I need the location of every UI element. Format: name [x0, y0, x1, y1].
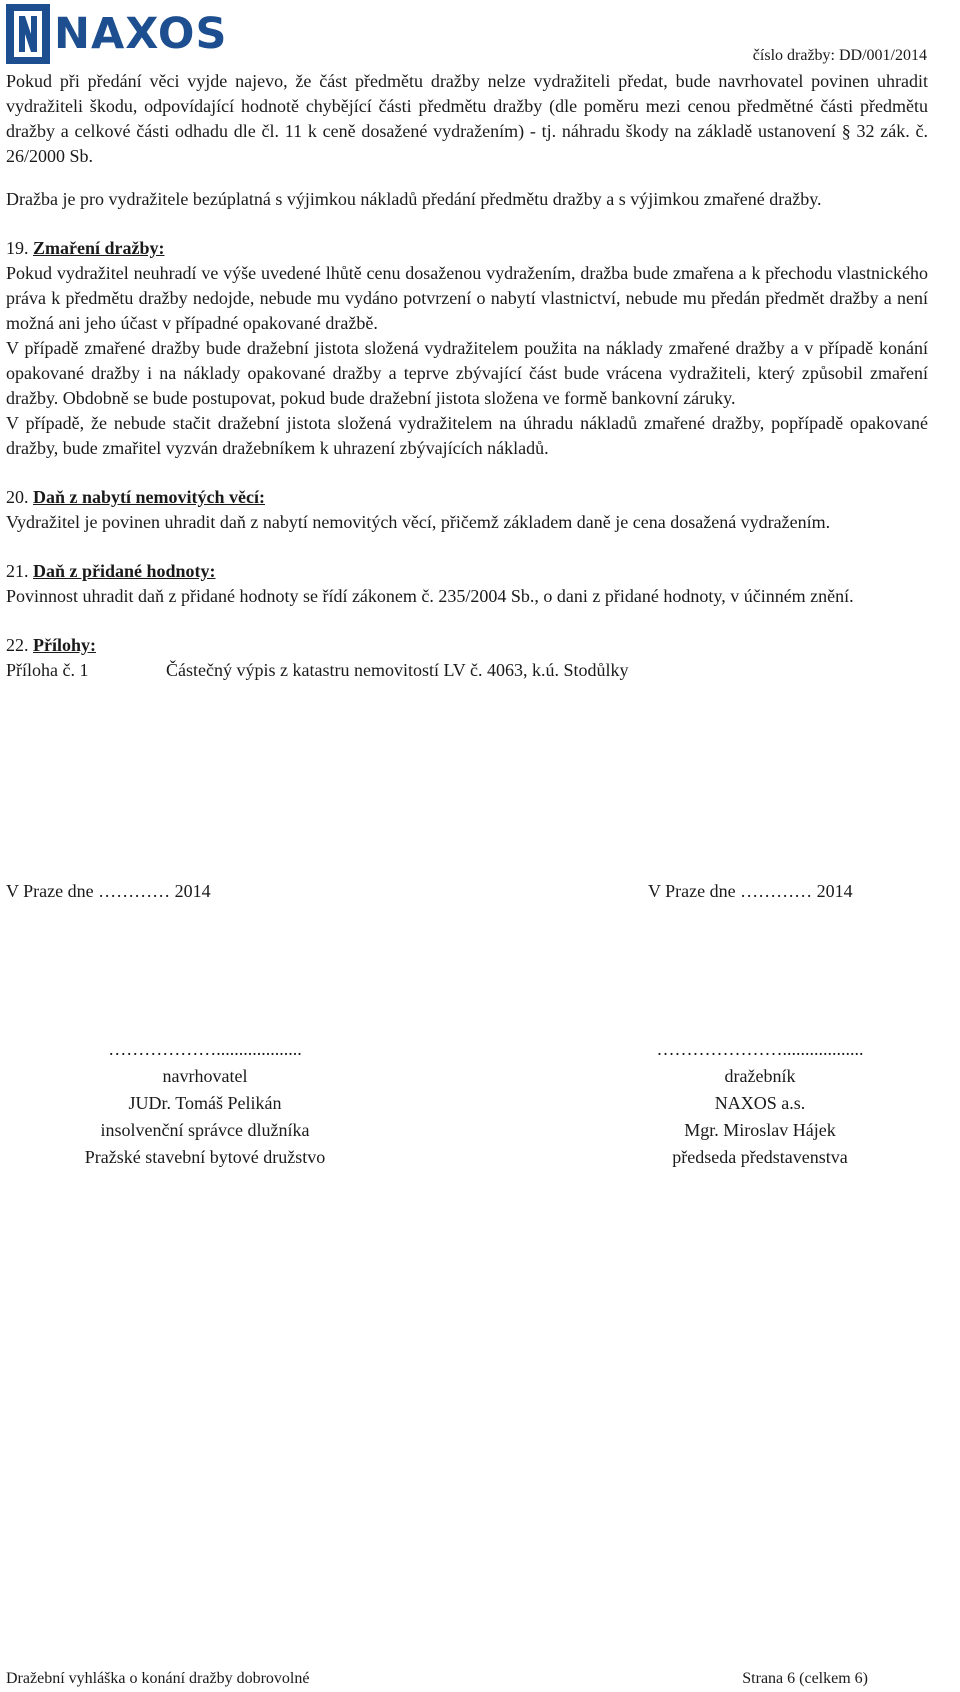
section-19-paragraph-2: V případě zmařené dražby bude dražební jistota složená vydražitelem použita na náklady zmařené dražby a v případě konání opakované dražby i na náklady opakované dražby a teprve zbývající část bude vrácena vydražiteli, který způsobil zmaření dražby. Obdobně se bude postupovat, pokud bude dražební jistota složena ve formě bankovní záruky.	[6, 338, 928, 408]
section-22-heading	[6, 633, 928, 658]
section-19-paragraph-1: Pokud vydražitel neuhradí ve výše uvedené lhůtě cenu dosaženou vydražením, dražba bude zmařena a k přechodu vlastnického práva k předmětu dražby nedojde, nebude mu vydáno potvrzení o nabytí vlastnictví, nebude mu předán předmět dražby a není možná ani jeho účast v případné opakované dražbě.	[6, 263, 928, 333]
page-number: Strana 6 (celkem 6)	[742, 1670, 868, 1687]
signature-line: …………………..................	[656, 1039, 864, 1059]
section-19-heading	[6, 236, 928, 261]
signature-block-proposer	[30, 1036, 380, 1171]
signature-line: ………………...................	[108, 1039, 302, 1059]
naxos-logo-mark-icon	[6, 4, 50, 64]
date-left: V Praze dne ………… 2014	[6, 881, 211, 901]
document-body	[6, 69, 928, 683]
section-title: Daň z nabytí nemovitých věcí:	[33, 487, 265, 507]
naxos-logo	[6, 4, 227, 64]
signatory-function: insolvenční správce dlužníka	[100, 1120, 310, 1140]
signatory-organization: NAXOS a.s.	[714, 1093, 806, 1113]
auction-number: číslo dražby: DD/001/2014	[752, 47, 927, 64]
signatory-role: navrhovatel	[162, 1066, 248, 1086]
section-title: Zmaření dražby:	[33, 238, 165, 258]
section-number: 20.	[6, 487, 33, 507]
paragraph-free-of-charge: Dražba je pro vydražitele bezúplatná s výjimkou nákladů předání předmětu dražby a s výjimkou zmařené dražby.	[6, 189, 822, 209]
section-21-heading	[6, 559, 928, 584]
annex-description: Částečný výpis z katastru nemovitostí LV č. 4063, k.ú. Stodůlky	[166, 660, 629, 680]
section-number: 22.	[6, 635, 33, 655]
annex-label: Příloha č. 1	[6, 660, 89, 680]
date-right: V Praze dne ………… 2014	[648, 881, 853, 901]
signatory-name: Mgr. Miroslav Hájek	[684, 1120, 836, 1140]
signatory-role: dražebník	[724, 1066, 796, 1086]
signatory-function: předseda představenstva	[672, 1147, 848, 1167]
section-title: Přílohy:	[33, 635, 96, 655]
annex-row	[6, 658, 928, 683]
logo-wordmark: NAXOS	[54, 9, 228, 59]
signatory-name: JUDr. Tomáš Pelikán	[128, 1093, 282, 1113]
section-20-paragraph: Vydražitel je povinen uhradit daň z nabytí nemovitých věcí, přičemž základem daně je cena dosažená vydražením.	[6, 512, 831, 532]
signature-block-auctioneer	[620, 1036, 900, 1171]
section-19-paragraph-3: V případě, že nebude stačit dražební jistota složená vydražitelem na úhradu nákladů zmařené dražby, popřípadě opakované dražby, bude zmařitel vyzván dražebníkem k uhrazení zbývajících nákladů.	[6, 413, 928, 458]
signatory-organization: Pražské stavební bytové družstvo	[84, 1147, 326, 1167]
paragraph-damages: Pokud při předání věci vyjde najevo, že část předmětu dražby nelze vydražiteli předat, bude navrhovatel povinen uhradit vydražiteli škodu, odpovídající hodnotě chybějící části předmětu dražby (dle poměru mezi cenou předmětné části předmětu dražby a celkové části odhadu dle čl. 11 k ceně dosažené vydražením) - tj. náhradu škody na základě ustanovení § 32 zák. č. 26/2000 Sb.	[6, 71, 928, 166]
section-title: Daň z přidané hodnoty:	[33, 561, 216, 581]
footer-document-title: Dražební vyhláška o konání dražby dobrovolné	[6, 1670, 310, 1687]
section-21-paragraph: Povinnost uhradit daň z přidané hodnoty se řídí zákonem č. 235/2004 Sb., o dani z přidané hodnoty, v účinném znění.	[6, 586, 854, 606]
section-20-heading	[6, 485, 928, 510]
section-number: 19.	[6, 238, 33, 258]
section-number: 21.	[6, 561, 33, 581]
